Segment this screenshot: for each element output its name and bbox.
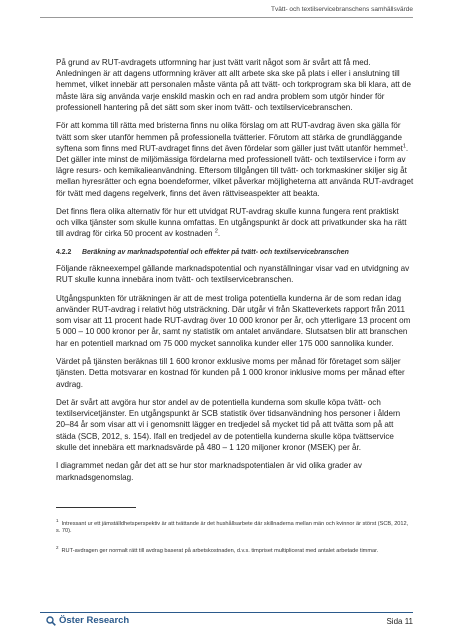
footnote: $^1$Intressant ur ett jämställdhetsperspektiv är att tvättande är det hushållsarbete där skillnaderna mellan män och kvinnor är störst (SCB, 2012, s. 70). (56, 518, 409, 535)
document-body (56, 57, 414, 490)
paragraph: Följande räkneexempel gällande marknadspotential och nyanställningar visar vad en utvidgning av RUT skulle kunna innebära inom tvätt- och textilservicebranschen. (56, 264, 410, 285)
header-divider (40, 17, 413, 18)
footnote-ref[interactable]: 1 (402, 143, 406, 150)
paragraph: I diagrammet nedan går det att se hur stor marknadspotentialen är vid olika grader av marknadsgenomslag. (56, 461, 362, 482)
paragraph: Utgångspunkten för uträkningen är att de mest troliga potentiella kunderna är de som redan idag använder RUT-avdrag i relativt hög utsträckning. Där utgår vi från Skatteverkets rapport från 2011 som visar att 11 procent hade RUT-avdrag över 10 000 kronor per år, och ytterligare 13 procent om 5 000 – 10 000 kronor per år, samt ny statistik om antalet användare. Slutsatsen blir att branschen har en potentiell marknad om 75 000 mycket sannolika kunder eller 175 000 sannolika kunder. (56, 293, 411, 348)
paragraph: Det finns flera olika alternativ för hur ett utvidgat RUT-avdrag skulle kunna fungera rent praktiskt och vilka tjänster som skulle kunna omfattas. En utgångspunkt är dock att privatkunder ska ha rätt till avdrag för cirka 50 procent av kostnaden $^2$. (56, 207, 407, 239)
page-number: Sida 11 (386, 617, 413, 626)
running-header: Tvätt- och textilservicebranschens samhällsvärde (271, 6, 413, 13)
footnote-ref[interactable]: 2 (214, 228, 218, 235)
footer-divider (40, 612, 413, 613)
footnote-divider (56, 507, 136, 508)
paragraph: Värdet på tjänsten beräknas till 1 600 kronor exklusive moms per månad för företaget som säljer tjänsten. Detta motsvarar en kostnad för kunden på 1 000 kronor inklusive moms per månad efter avdrag. (56, 357, 405, 389)
logo-text: Öster Research (59, 615, 130, 626)
paragraph: Det är svårt att avgöra hur stor andel av de potentiella kunderna som skulle köpa tvätt- och textilservicetjänster. En utgångspunkt är SCB statistik över tidsanvändning hos personer i åldern 20–84 år som visar att vi i genomsnitt lägger en tredjedel så mycket tid på att tvätta som på att städa (SCB, 2012, s. 154). Ifall en tredjedel av de potentiella kunderna skulle köpa tvättservice skulle det innebära ett marknadsvärde på 480 – 1 120 miljoner kronor (MSEK) per år. (56, 398, 401, 452)
paragraph: På grund av RUT-avdragets utformning har just tvätt varit något som är svårt att få med. Anledningen är att dagens utformning kräver att allt arbete ska ske på plats i eller i anslutning till hemmet, vilket innebär att personalen måste vänta på att tvätt- och torkprogram ska bli klara, att de måste lära sig använda varje enskild maskin och en rad andra problem som utgör hinder för professionell hantering på det sätt som sker inom tvätt- och textilservicebranschen. (56, 58, 411, 112)
paragraph: För att komma till rätta med bristerna finns nu olika förslag om att RUT-avdrag även ska gälla för tvätt som sker utanför hemmen på professionella tvätterier. Förutom att stärka de grundläggande syftena som finns med RUT-avdraget finns det även fördelar som gäller just tvätt utanför hemmet$^1$. Det gäller inte minst de miljömässiga fördelarna med professionell tvätt- och textilservice i form av lägre resurs- och kemikalieanvändning. Eftersom tillgången till tvätt- och torkmaskiner skiljer sig åt mellan hyresrätter och egna boendeformer, vilket påverkar möjligheterna att använda RUT-avdraget för tvätt med dagens regelverk, finns det även rättviseaspekter att beakta. (56, 121, 414, 198)
company-logo (46, 615, 129, 626)
footnote: $^2$RUT-avdragen ger normalt rätt till avdrag baserat på arbetskostnaden, d.v.s. timpriset multiplicerat med antalet arbetade timmar. (56, 545, 379, 554)
section-number: 4.2.2 (56, 248, 72, 256)
section-heading (56, 247, 414, 258)
magnifier-icon (46, 616, 56, 626)
section-title: Beräkning av marknadspotential och effekter på tvätt- och textilservicebranschen (82, 248, 349, 256)
